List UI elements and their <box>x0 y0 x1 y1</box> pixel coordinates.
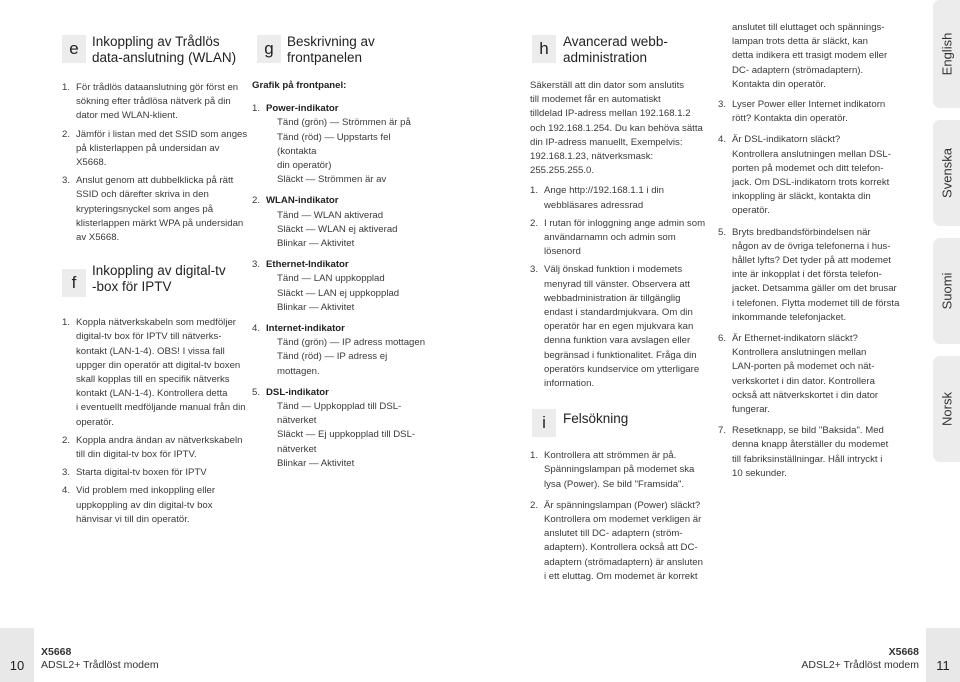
item-line: Lyser Power eller Internet indikatorn <box>732 99 886 111</box>
item-line: Tänd — Uppkopplad till DSL-nätverket <box>277 401 402 427</box>
text-line: Kontakta din operatör. <box>732 78 826 90</box>
item-line: Ange http://192.168.1.1 i din <box>544 185 665 197</box>
item-line: uppkoppling av din digital-tv box <box>76 499 213 511</box>
page-number-left: 10 <box>0 628 34 682</box>
text-line: lampan trots detta är släckt, kan <box>732 36 868 48</box>
column-1 <box>62 33 252 527</box>
item-line: krypteringsnyckel som anges på <box>76 203 214 215</box>
item-line: uppger din operatör att digital-tv boxen <box>76 359 241 371</box>
item-number: 3. <box>62 175 71 187</box>
item-line: inkommande telefonjacket. <box>732 311 847 323</box>
item-line: på klisterlappen på undersidan av <box>76 142 220 154</box>
troubleshooting-cont-list <box>718 98 918 481</box>
text-line: anslutet till eluttaget och spännings- <box>732 22 885 33</box>
item-number: 1. <box>62 82 71 93</box>
item-line: lysa (Power). Se bild "Framsida". <box>544 478 685 490</box>
item-label: Internet-indikator <box>266 323 345 335</box>
item-line: anslutet till DC- adaptern (ström- <box>544 528 683 540</box>
item-line: någon av de övriga telefonerna i hus- <box>732 240 891 252</box>
item-line: Blinkar — Aktivitet <box>277 457 355 469</box>
section-h-letter: h <box>532 35 556 63</box>
tab-norsk[interactable]: Norsk <box>933 356 960 462</box>
item-line: denna funktion vara avslagen eller <box>544 335 691 347</box>
footer-left-product: ADSL2+ Trådlöst modem <box>41 659 159 671</box>
item-line: adaptern). Kontrollera också att DC- <box>544 542 698 554</box>
list-item <box>252 322 432 379</box>
item-line: webbadministration är tillgänglig <box>544 292 681 304</box>
section-i-list <box>530 449 710 584</box>
item-line: operatörs kundservice om ytterligare <box>544 363 700 375</box>
item-line: fungerar. <box>732 404 770 416</box>
item-line: Tänd (grön) — IP adress mottagen <box>277 337 426 349</box>
item-line: Kontrollera anslutningen mellan DSL- <box>732 148 891 160</box>
item-line: Släckt — Ej uppkopplad till DSL- <box>277 429 416 441</box>
spacer <box>252 379 432 386</box>
list-item <box>718 133 918 218</box>
section-e-title: Inkoppling av Trådlös data-anslutning (WLAN) <box>92 34 237 65</box>
list-item <box>62 484 252 527</box>
item-line: SSID och därefter skriva in den <box>76 189 209 201</box>
text-line: till modemet får en automatiskt <box>530 94 661 106</box>
item-number: 1. <box>62 317 71 329</box>
section-f-header <box>62 263 252 309</box>
list-item <box>252 194 432 251</box>
item-line: av X5668. <box>76 232 120 244</box>
list-item <box>530 184 710 212</box>
item-number: 1. <box>530 450 539 462</box>
item-number: 4. <box>62 485 71 497</box>
item-number: 5. <box>252 386 261 398</box>
text-line: tilldelad IP-adress mellan 192.168.1.2 <box>530 108 691 120</box>
footer-right-product: ADSL2+ Trådlöst modem <box>801 659 919 671</box>
item-line: hållet lyfts? Det tyder på att modemet <box>732 255 891 267</box>
item-line: Resetknapp, se bild "Baksida". Med <box>732 425 884 437</box>
item-line: porten på modemet och ditt telefon- <box>732 162 884 174</box>
item-number: 3. <box>62 467 71 479</box>
item-line: Släckt — LAN ej uppkopplad <box>277 287 400 299</box>
section-f-list <box>62 316 252 527</box>
list-item <box>718 98 918 126</box>
list-item <box>718 226 918 325</box>
item-line: webbläsares adressrad <box>544 199 644 211</box>
section-f-title: Inkoppling av digital-tv -box för IPTV <box>92 263 226 295</box>
footer-left-text <box>41 646 159 672</box>
item-line: digital-tv box för IPTV till nätverks- <box>76 331 222 343</box>
spacer <box>530 492 710 499</box>
item-line: information. <box>544 378 595 390</box>
section-e-list <box>62 81 252 245</box>
item-line: menyrad till vänster. Observera att <box>544 278 691 290</box>
section-h-list <box>530 184 710 391</box>
list-item <box>252 258 432 315</box>
spacer <box>718 417 918 424</box>
page-number-right: 11 <box>926 628 960 682</box>
item-line: 10 sekunder. <box>732 467 787 479</box>
item-line: din operatör) <box>277 160 332 172</box>
section-i-title: Felsökning <box>563 411 629 427</box>
list-item <box>62 174 252 245</box>
item-line: Bryts bredbandsförbindelsen när <box>732 226 871 238</box>
page-footer <box>0 628 960 682</box>
spacer <box>718 126 918 133</box>
item-line: inkoppling är släckt, kontakta din <box>732 191 871 203</box>
item-line: Vid problem med inkoppling eller <box>76 485 216 497</box>
section-i-letter: i <box>532 409 556 437</box>
spacer <box>718 325 918 332</box>
text-line: 255.255.255.0. <box>530 165 595 177</box>
item-line: operatör. <box>76 416 114 428</box>
section-f-letter: f <box>62 269 86 297</box>
item-line: denna knapp återställer du modemet <box>732 439 889 451</box>
spacer <box>252 187 432 194</box>
item-number: 1. <box>530 185 539 197</box>
list-item <box>530 217 710 260</box>
item-line: dator med WLAN-klient. <box>76 110 178 122</box>
item-line: i telefonen. Flytta modemet till de första <box>732 297 900 309</box>
tab-english[interactable]: English <box>933 0 960 108</box>
item-number: 3. <box>252 259 261 271</box>
item-number: 3. <box>718 99 727 111</box>
item-line: Anslut genom att dubbelklicka på rätt <box>76 175 234 187</box>
item-number: 2. <box>530 499 539 511</box>
item-line: kontakt (LAN-1-4). Kontrollera detta <box>76 388 228 400</box>
item-line: Tänd (röd) — IP adress ej mottagen. <box>277 351 388 377</box>
item-line: Tänd (grön) — Strömmen är på <box>277 117 411 129</box>
item-line: Jämför i listan med det SSID som anges <box>76 128 248 140</box>
item-line: begränsad i funktionalitet. Fråga din <box>544 349 697 361</box>
spacer <box>718 219 918 226</box>
item-line: också att nätverkskortet i din dator <box>732 389 879 401</box>
item-number: 5. <box>718 226 727 238</box>
list-item <box>530 263 710 391</box>
item-line: Är DSL-indikatorn släckt? <box>732 134 841 146</box>
section-g-letter: g <box>257 35 281 63</box>
item-line: i ett eluttag. Om modemet är korrekt <box>544 570 698 582</box>
section-e-letter: e <box>62 35 86 63</box>
item-number: 3. <box>530 264 539 276</box>
item-line: till din digital-tv box för IPTV. <box>76 449 197 461</box>
text-line: din IP-adress manuellt, Exempelvis: <box>530 136 683 148</box>
item-line: I rutan för inloggning ange admin som <box>544 217 706 229</box>
item-line: rött? Kontakta din operatör. <box>732 113 848 125</box>
item-line: jacket. Detsamma gäller om det brusar <box>732 283 897 295</box>
item-line: i eventuellt medföljande manual från din <box>76 402 246 414</box>
item-line: klisterlappen märkt WPA på undersidan <box>76 217 244 229</box>
item-number: 2. <box>62 128 71 140</box>
item-line: Tänd — LAN uppkopplad <box>277 273 385 285</box>
item-number: 2. <box>252 195 261 207</box>
tab-svenska[interactable]: Svenska <box>933 120 960 226</box>
section-h-header <box>530 33 710 79</box>
item-number: 4. <box>718 134 727 146</box>
section-h-title: Avancerad webb- administration <box>563 34 668 65</box>
item-line: Släckt — WLAN ej aktiverad <box>277 223 398 235</box>
item-line: Är spänningslampan (Power) släckt? <box>544 499 701 511</box>
list-item <box>62 128 252 171</box>
section-g-title: Beskrivning av frontpanelen <box>287 34 375 65</box>
item-line: till fabriksinställningar. Håll intryckt i <box>732 453 883 465</box>
section-g-list <box>252 102 432 471</box>
item-line: Spänningslampan på modemet ska <box>544 464 695 476</box>
list-item <box>718 424 918 481</box>
item-line: För trådlös dataanslutning gör först en <box>76 82 239 93</box>
text-line: och 192.168.1.254. Du kan behöva sätta <box>530 122 703 134</box>
item-label: Power-indikator <box>266 103 339 115</box>
list-item <box>62 434 252 462</box>
footer-right-text <box>801 646 919 672</box>
item-number: 2. <box>62 434 71 446</box>
list-item <box>530 499 710 584</box>
item-number: 2. <box>530 217 539 229</box>
footer-right-model: X5668 <box>888 646 919 658</box>
item-line: hänvisar vi till din operatör. <box>76 513 190 525</box>
item-label: Ethernet-Indikator <box>266 259 349 271</box>
troubleshooting-cont-intro <box>718 21 918 92</box>
item-line: Blinkar — Aktivitet <box>277 238 355 250</box>
item-line: Kontrollera att strömmen är på. <box>544 450 677 462</box>
spacer <box>252 251 432 258</box>
item-line: adaptern (strömadaptern) är ansluten <box>544 556 703 568</box>
item-number: 4. <box>252 323 261 335</box>
item-line: jack. Om DSL-indikatorn trots korrekt <box>732 177 890 189</box>
text-line: 192.168.1.23, nätverksmask: <box>530 151 654 163</box>
item-line: användarnamn och admin som <box>544 232 676 244</box>
item-line: Tänd — WLAN aktiverad <box>277 209 384 221</box>
item-line: endast i standardmjukvara. Om din <box>544 307 693 319</box>
list-item <box>718 332 918 417</box>
text-line: Säkerställ att din dator som anslutits <box>530 80 685 91</box>
footer-left-model: X5668 <box>41 646 72 658</box>
grafik-label: Grafik på frontpanel: <box>252 80 347 91</box>
item-label: WLAN-indikator <box>266 195 339 207</box>
section-i-header <box>530 409 710 449</box>
item-line: LAN-porten på modemet och nät- <box>732 361 875 373</box>
item-line: kontakt (LAN-1-4). OBS! I vissa fall <box>76 345 225 357</box>
section-e-header <box>62 33 252 79</box>
item-line: skall kopplas till en specifik nätverks <box>76 374 230 386</box>
list-item <box>62 316 252 430</box>
list-item <box>252 102 432 187</box>
item-line: Starta digital-tv boxen för IPTV <box>76 467 207 479</box>
item-line: Koppla andra ändan av nätverkskabeln <box>76 434 243 446</box>
item-label: DSL-indikator <box>266 386 329 398</box>
item-line: operatör. <box>732 205 770 217</box>
item-line: operatör har en egen mjukvara kan <box>544 321 694 333</box>
list-item <box>252 386 432 471</box>
item-line: X5668. <box>76 157 107 169</box>
section-h-intro <box>530 79 710 178</box>
item-number: 1. <box>252 103 261 115</box>
item-number: 6. <box>718 333 727 345</box>
column-4 <box>718 21 918 481</box>
item-line: Koppla nätverkskabeln som medföljer <box>76 317 236 329</box>
text-line: DC- adaptern (strömadaptern). <box>732 64 864 76</box>
item-line: Blinkar — Aktivitet <box>277 301 355 313</box>
item-line: sökning efter trådlösa nätverk på din <box>76 96 231 108</box>
list-item <box>62 81 252 124</box>
list-item <box>62 466 252 480</box>
item-line: Välj önskad funktion i modemets <box>544 264 683 276</box>
section-g-header <box>252 33 432 79</box>
item-line: Kontrollera om modemet verkligen är <box>544 514 702 526</box>
item-line: lösenord <box>544 246 581 258</box>
column-2 <box>252 33 432 471</box>
item-number: 7. <box>718 425 727 437</box>
tab-suomi[interactable]: Suomi <box>933 238 960 344</box>
item-line: inte är inkopplat i det första telefon- <box>732 269 882 281</box>
spacer <box>252 315 432 322</box>
item-line: Kontrollera anslutningen mellan <box>732 347 867 359</box>
item-line: Tänd (röd) — Uppstarts fel (kontakta <box>277 131 391 157</box>
text-line: detta indikera ett trasigt modem eller <box>732 50 888 62</box>
item-line: Släckt — Strömmen är av <box>277 174 387 186</box>
column-3 <box>530 33 710 584</box>
item-line: verkskortet i din dator. Kontrollera <box>732 375 875 387</box>
list-item <box>530 449 710 492</box>
item-line: Är Ethernet-indikatorn släckt? <box>732 333 858 345</box>
item-line: nätverket <box>277 443 317 455</box>
